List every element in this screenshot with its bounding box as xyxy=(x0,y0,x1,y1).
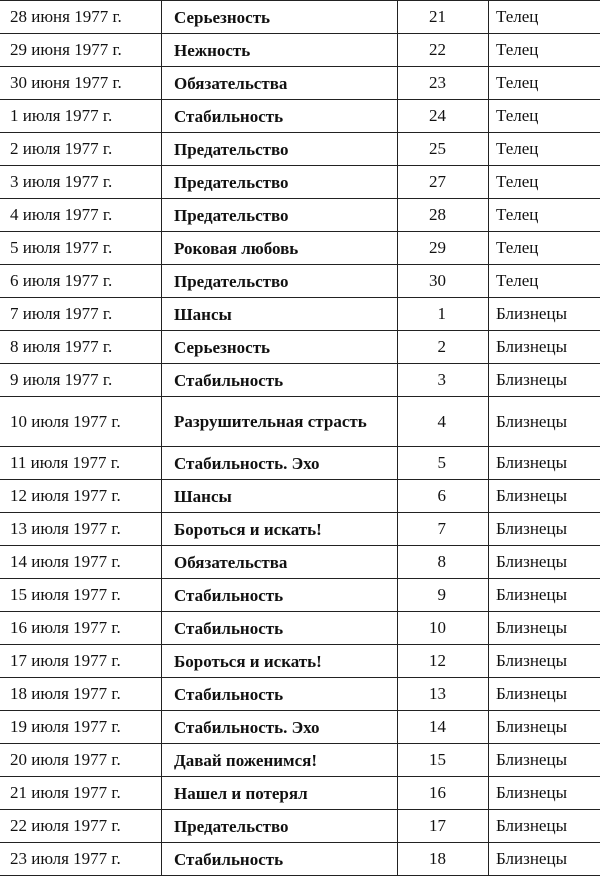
name-cell: Предательство xyxy=(162,265,398,297)
sign-cell: Телец xyxy=(496,238,539,257)
sign-cell: Близнецы xyxy=(496,783,567,802)
degree-cell: 30 xyxy=(398,265,489,297)
degree-cell: 15 xyxy=(398,744,489,776)
degree-cell: 1 xyxy=(398,298,489,330)
date-cell: 5 июля 1977 г. xyxy=(0,232,162,264)
date-cell: 7 июля 1977 г. xyxy=(0,298,162,330)
degree-cell: 27 xyxy=(398,166,489,198)
degree-cell: 24 xyxy=(398,100,489,132)
table-row xyxy=(0,298,600,331)
name-cell: Обязательства xyxy=(162,546,398,578)
name-cell: Бороться и искать! xyxy=(162,645,398,677)
date-cell: 21 июля 1977 г. xyxy=(0,777,162,809)
table-row xyxy=(0,711,600,744)
degree-cell: 9 xyxy=(398,579,489,611)
sign-cell: Телец xyxy=(496,139,539,158)
degree-cell: 4 xyxy=(398,397,489,446)
date-cell: 17 июля 1977 г. xyxy=(0,645,162,677)
date-cell: 10 июля 1977 г. xyxy=(0,397,162,446)
sign-cell: Близнецы xyxy=(496,337,567,356)
name-cell: Стабильность xyxy=(162,612,398,644)
date-cell: 29 июня 1977 г. xyxy=(0,34,162,66)
sign-cell: Телец xyxy=(496,271,539,290)
date-cell: 16 июля 1977 г. xyxy=(0,612,162,644)
name-cell: Давай поженимся! xyxy=(162,744,398,776)
date-cell: 20 июля 1977 г. xyxy=(0,744,162,776)
name-cell: Стабильность xyxy=(162,678,398,710)
sign-cell: Близнецы xyxy=(496,585,567,604)
sign-cell: Близнецы xyxy=(496,717,567,736)
name-cell: Предательство xyxy=(162,199,398,231)
sign-cell: Телец xyxy=(496,106,539,125)
table-row xyxy=(0,810,600,843)
degree-cell: 25 xyxy=(398,133,489,165)
degree-cell: 23 xyxy=(398,67,489,99)
name-cell: Бороться и искать! xyxy=(162,513,398,545)
sign-cell: Близнецы xyxy=(496,552,567,571)
table-row xyxy=(0,100,600,133)
table-row xyxy=(0,546,600,579)
sign-cell: Телец xyxy=(496,7,539,26)
sign-cell: Близнецы xyxy=(496,453,567,472)
sign-cell: Близнецы xyxy=(496,618,567,637)
table-row xyxy=(0,513,600,546)
date-cell: 14 июля 1977 г. xyxy=(0,546,162,578)
table-row xyxy=(0,364,600,397)
table-row xyxy=(0,744,600,777)
date-cell: 12 июля 1977 г. xyxy=(0,480,162,512)
date-cell: 1 июля 1977 г. xyxy=(0,100,162,132)
name-cell: Предательство xyxy=(162,133,398,165)
name-cell: Роковая любовь xyxy=(162,232,398,264)
name-cell: Предательство xyxy=(162,166,398,198)
table-row xyxy=(0,612,600,645)
sign-cell: Близнецы xyxy=(496,651,567,670)
degree-cell: 8 xyxy=(398,546,489,578)
table-row xyxy=(0,678,600,711)
name-cell: Шансы xyxy=(162,480,398,512)
degree-cell: 21 xyxy=(398,1,489,33)
degree-cell: 6 xyxy=(398,480,489,512)
date-cell: 19 июля 1977 г. xyxy=(0,711,162,743)
table-row xyxy=(0,232,600,265)
date-cell: 2 июля 1977 г. xyxy=(0,133,162,165)
degree-cell: 3 xyxy=(398,364,489,396)
table-row xyxy=(0,34,600,67)
table-row xyxy=(0,843,600,876)
sign-cell: Телец xyxy=(496,172,539,191)
table-row xyxy=(0,480,600,513)
sign-cell: Близнецы xyxy=(496,411,567,431)
table-row xyxy=(0,447,600,480)
name-cell: Стабильность xyxy=(162,364,398,396)
date-cell: 4 июля 1977 г. xyxy=(0,199,162,231)
table-row xyxy=(0,1,600,34)
name-cell: Предательство xyxy=(162,810,398,842)
name-cell: Разрушительная страсть xyxy=(162,397,398,446)
name-cell: Стабильность xyxy=(162,100,398,132)
name-cell: Нашел и потерял xyxy=(162,777,398,809)
degree-cell: 28 xyxy=(398,199,489,231)
table-row xyxy=(0,645,600,678)
table-row xyxy=(0,331,600,364)
sign-cell: Телец xyxy=(496,73,539,92)
degree-cell: 5 xyxy=(398,447,489,479)
date-cell: 8 июля 1977 г. xyxy=(0,331,162,363)
name-cell: Серьезность xyxy=(162,1,398,33)
sign-cell: Близнецы xyxy=(496,486,567,505)
sign-cell: Близнецы xyxy=(496,816,567,835)
sign-cell: Близнецы xyxy=(496,370,567,389)
name-cell: Обязательства xyxy=(162,67,398,99)
degree-cell: 17 xyxy=(398,810,489,842)
date-cell: 13 июля 1977 г. xyxy=(0,513,162,545)
sign-cell: Близнецы xyxy=(496,849,567,868)
degree-cell: 2 xyxy=(398,331,489,363)
sign-cell: Близнецы xyxy=(496,684,567,703)
name-cell: Стабильность xyxy=(162,579,398,611)
sign-cell: Близнецы xyxy=(496,304,567,323)
name-cell: Стабильность. Эхо xyxy=(162,711,398,743)
date-cell: 15 июля 1977 г. xyxy=(0,579,162,611)
table-row xyxy=(0,579,600,612)
table-row xyxy=(0,133,600,166)
table-row xyxy=(0,265,600,298)
table-row xyxy=(0,777,600,810)
date-cell: 18 июля 1977 г. xyxy=(0,678,162,710)
sign-cell: Телец xyxy=(496,40,539,59)
date-cell: 30 июня 1977 г. xyxy=(0,67,162,99)
name-cell: Нежность xyxy=(162,34,398,66)
name-cell: Шансы xyxy=(162,298,398,330)
name-cell: Стабильность xyxy=(162,843,398,875)
date-cell: 3 июля 1977 г. xyxy=(0,166,162,198)
table-row xyxy=(0,67,600,100)
table-row xyxy=(0,397,600,447)
date-cell: 23 июля 1977 г. xyxy=(0,843,162,875)
degree-cell: 12 xyxy=(398,645,489,677)
table-row xyxy=(0,166,600,199)
date-cell: 6 июля 1977 г. xyxy=(0,265,162,297)
degree-cell: 13 xyxy=(398,678,489,710)
degree-cell: 22 xyxy=(398,34,489,66)
degree-cell: 7 xyxy=(398,513,489,545)
sign-cell: Близнецы xyxy=(496,750,567,769)
date-cell: 9 июля 1977 г. xyxy=(0,364,162,396)
sign-cell: Близнецы xyxy=(496,519,567,538)
degree-cell: 16 xyxy=(398,777,489,809)
date-cell: 11 июля 1977 г. xyxy=(0,447,162,479)
date-cell: 28 июня 1977 г. xyxy=(0,1,162,33)
name-cell: Стабильность. Эхо xyxy=(162,447,398,479)
degree-cell: 18 xyxy=(398,843,489,875)
table-row xyxy=(0,199,600,232)
name-cell: Серьезность xyxy=(162,331,398,363)
degree-cell: 10 xyxy=(398,612,489,644)
date-cell: 22 июля 1977 г. xyxy=(0,810,162,842)
degree-cell: 14 xyxy=(398,711,489,743)
degree-cell: 29 xyxy=(398,232,489,264)
sign-cell: Телец xyxy=(496,205,539,224)
